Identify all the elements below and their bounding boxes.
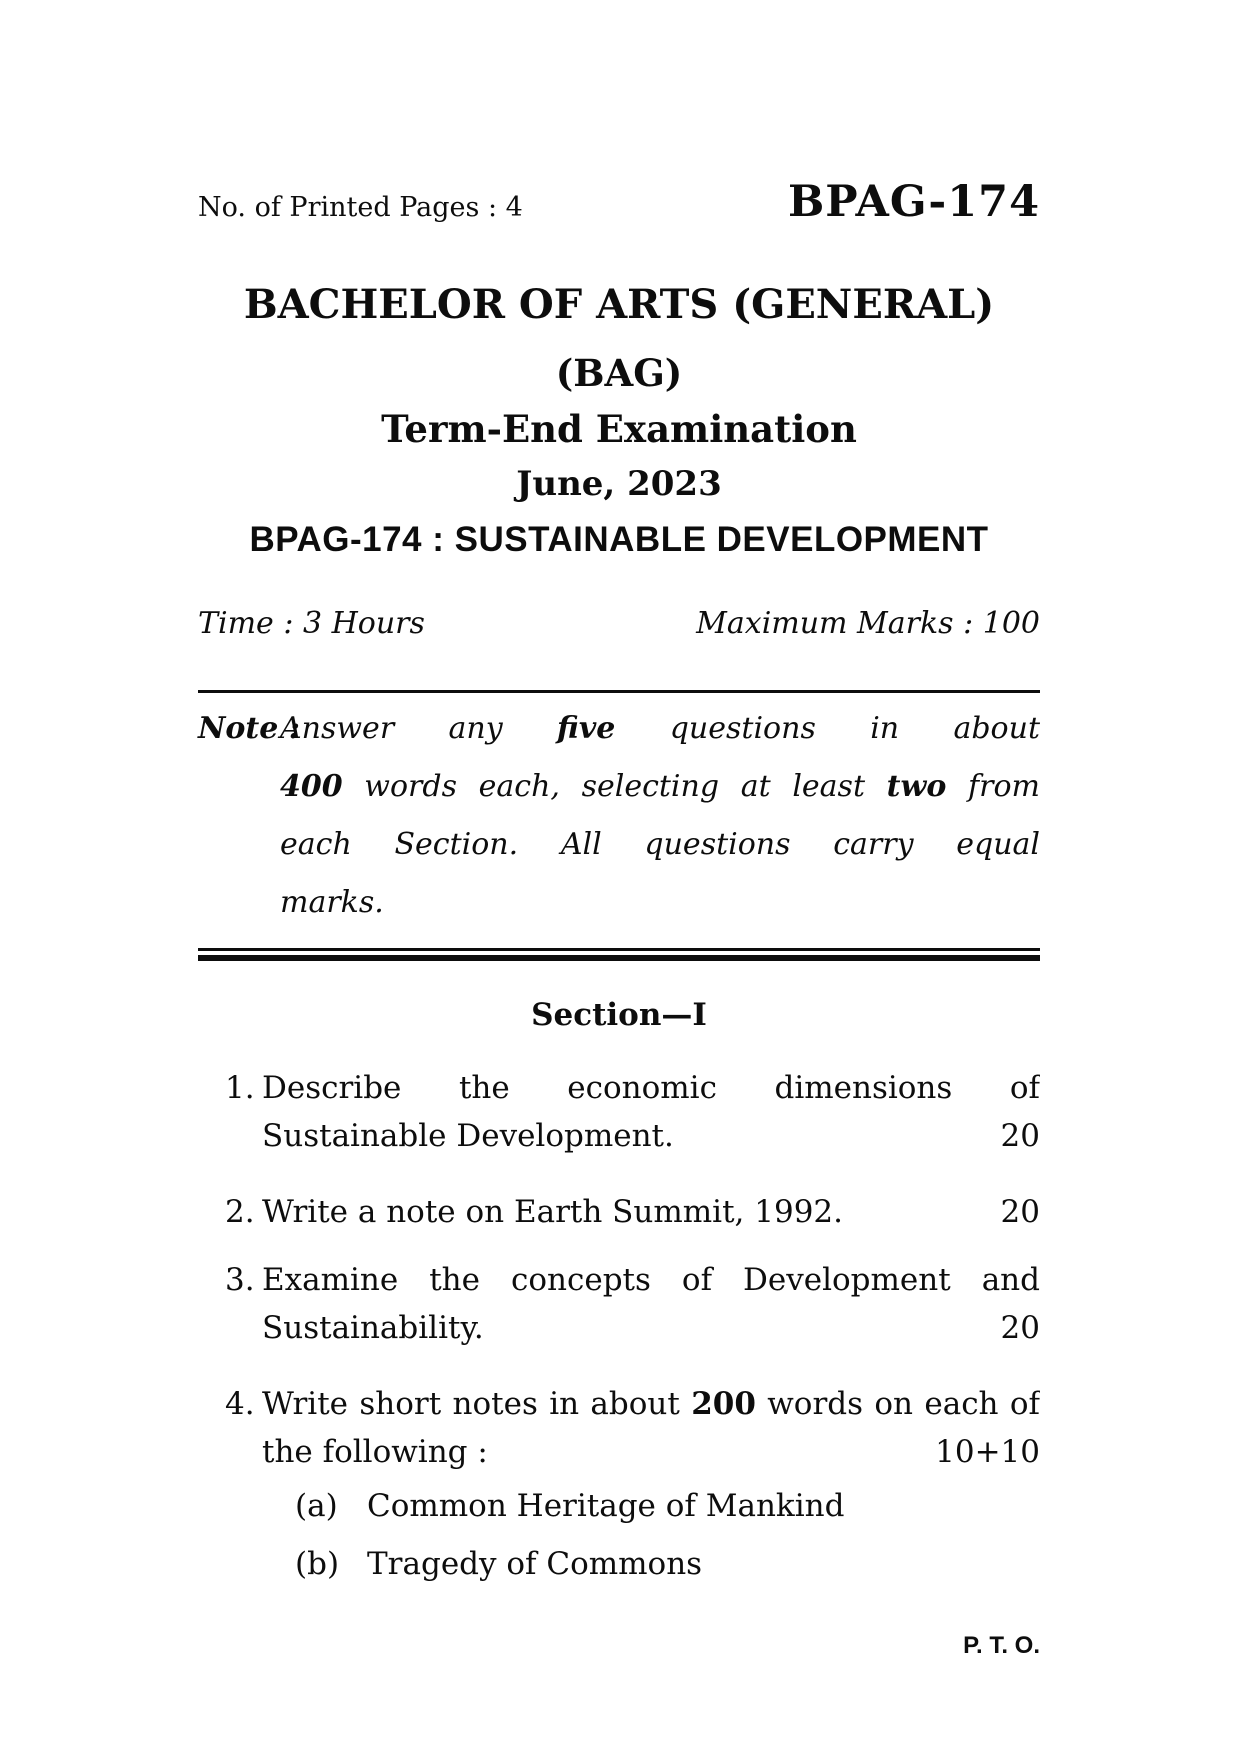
- note-line: [198, 758, 1040, 816]
- question-text: [262, 1112, 674, 1160]
- question: [198, 1256, 1040, 1352]
- question-number: 3.: [225, 1262, 255, 1298]
- text-segment: words each, selecting at least: [342, 769, 887, 804]
- question-body: [262, 1188, 1040, 1236]
- question: [198, 1188, 1040, 1236]
- emphasis-text: five: [557, 711, 616, 746]
- question: [198, 1064, 1040, 1160]
- paper-code: BPAG-174: [787, 177, 1040, 227]
- question-marks: 20: [1000, 1118, 1040, 1154]
- question-line: [262, 1064, 1040, 1112]
- subquestion-text: Common Heritage of Mankind: [367, 1488, 845, 1524]
- question-body: [262, 1064, 1040, 1160]
- section-heading: Section—I: [531, 997, 707, 1033]
- note-line: [198, 700, 1040, 758]
- text-segment: Sustainability.: [262, 1310, 484, 1346]
- text-segment: Write short notes in about: [262, 1386, 692, 1422]
- time-marks-row: [198, 604, 1040, 644]
- question-number: 2.: [225, 1194, 255, 1230]
- emphasis-text: 200: [691, 1386, 756, 1422]
- note-line: [198, 816, 1040, 874]
- text-segment: Sustainable Development.: [262, 1118, 674, 1154]
- horizontal-rule: [198, 690, 1040, 693]
- text-segment: from: [946, 769, 1040, 804]
- printed-pages-label: No. of Printed Pages : 4: [198, 192, 523, 223]
- question-marks: 20: [1000, 1310, 1040, 1346]
- question-line: [262, 1188, 1040, 1236]
- question-body: [262, 1380, 1040, 1588]
- text-segment: words on each of: [755, 1386, 1040, 1422]
- exam-session: June, 2023: [516, 464, 722, 504]
- text-segment: Write a note on Earth Summit, 1992.: [262, 1194, 843, 1230]
- note-label: Note :: [198, 711, 300, 746]
- text-segment: Answer any: [280, 711, 558, 746]
- pto-label: P. T. O.: [963, 1632, 1040, 1659]
- text-segment: each Section. All questions carry equal: [280, 827, 1040, 862]
- text-segment: Describe the economic dimensions of: [262, 1070, 1040, 1106]
- subquestion: [262, 1540, 1040, 1588]
- subquestion-list: [262, 1482, 1040, 1588]
- page-header: [198, 178, 1040, 226]
- question-text: [262, 1428, 488, 1476]
- subquestion-label: (b): [295, 1546, 340, 1582]
- question-line: [262, 1428, 1040, 1476]
- questions: [198, 1064, 1040, 1588]
- question-line: [262, 1112, 1040, 1160]
- question: [198, 1380, 1040, 1588]
- question-number: 1.: [225, 1070, 255, 1106]
- note-lines: [198, 700, 1040, 932]
- note-paragraph: [198, 700, 1040, 932]
- question-line: [262, 1380, 1040, 1428]
- question-line: [262, 1304, 1040, 1352]
- program-abbreviation: (BAG): [555, 351, 683, 395]
- subquestion-text: Tragedy of Commons: [367, 1546, 703, 1582]
- emphasis-text: two: [886, 769, 947, 804]
- text-segment: the following :: [262, 1434, 488, 1470]
- text-segment: questions in about: [615, 711, 1040, 746]
- question-marks: 10+10: [935, 1434, 1040, 1470]
- course-title: BPAG-174 : SUSTAINABLE DEVELOPMENT: [249, 520, 989, 559]
- question-text: [262, 1188, 843, 1236]
- double-rule: [198, 948, 1040, 961]
- note-line: [198, 874, 1040, 932]
- time-allowed: Time : 3 Hours: [198, 606, 425, 641]
- title-block: [198, 280, 1040, 562]
- question-number: 4.: [225, 1386, 255, 1422]
- subquestion-label: (a): [295, 1488, 338, 1524]
- question-text: [262, 1304, 484, 1352]
- degree-title: BACHELOR OF ARTS (GENERAL): [243, 281, 995, 328]
- text-segment: marks.: [280, 885, 384, 920]
- question-body: [262, 1256, 1040, 1352]
- subquestion: [262, 1482, 1040, 1530]
- exam-title: Term-End Examination: [381, 407, 857, 451]
- text-segment: Examine the concepts of Development and: [262, 1262, 1040, 1298]
- maximum-marks: Maximum Marks : 100: [696, 606, 1040, 641]
- question-marks: 20: [1000, 1194, 1040, 1230]
- emphasis-text: 400: [280, 769, 343, 804]
- question-line: [262, 1256, 1040, 1304]
